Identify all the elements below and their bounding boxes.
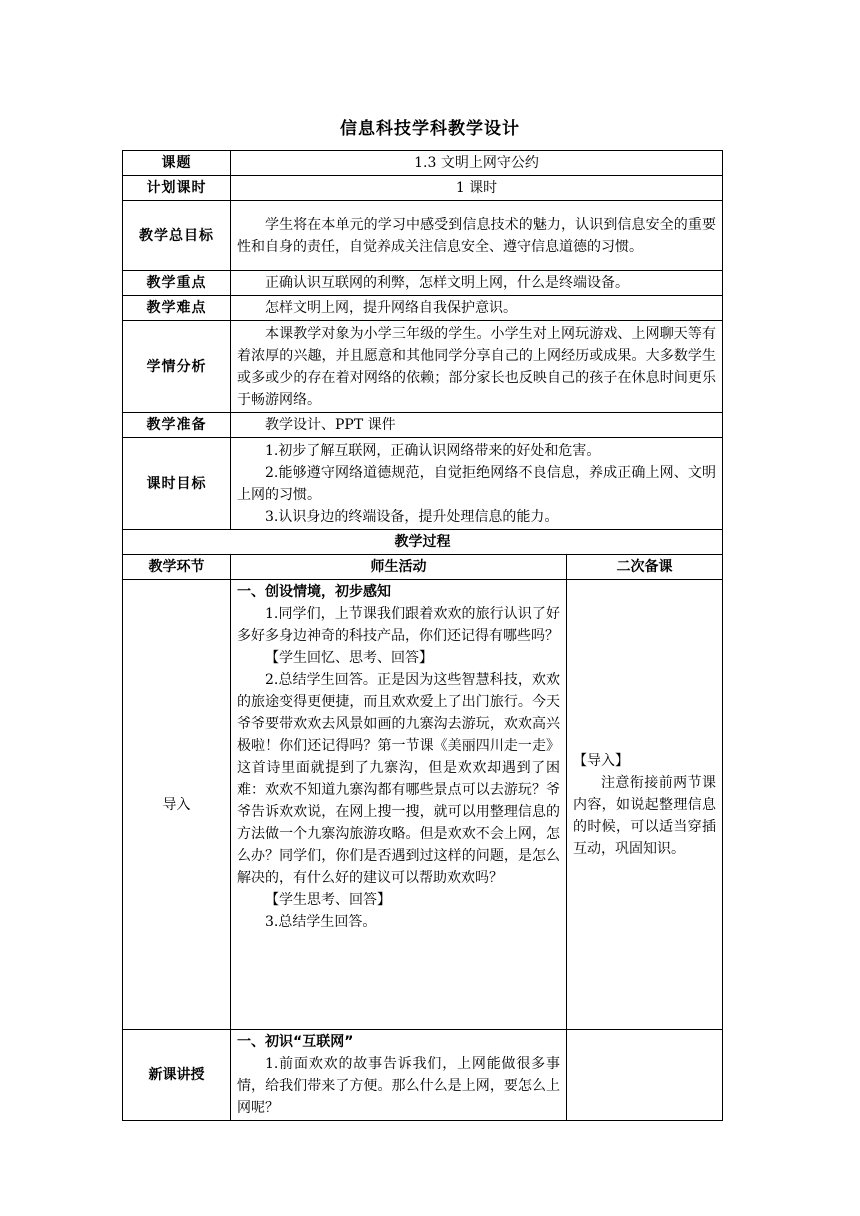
topic-label: 课题 xyxy=(123,151,231,176)
phase-notes-new-lesson xyxy=(567,1030,723,1121)
phase-activity-intro xyxy=(231,580,567,1030)
activity-heading: 一、创设情境，初步感知 xyxy=(237,584,391,600)
prep-label: 教学准备 xyxy=(123,413,231,438)
hours-value: 1 课时 xyxy=(231,176,723,201)
phase-label-new-lesson: 新课讲授 xyxy=(123,1030,231,1121)
topic-value: 1.3 文明上网守公约 xyxy=(231,151,723,176)
objectives-label: 课时目标 xyxy=(123,438,231,530)
document-title: 信息科技学科教学设计 xyxy=(340,119,520,139)
analysis-label: 学情分析 xyxy=(123,321,231,413)
notes-title: 【导入】 xyxy=(573,752,629,769)
objective-item: 3.认识身边的终端设备，提升处理信息的能力。 xyxy=(265,508,559,525)
activity-paragraph: 2.总结学生回答。正是因为这些智慧科技，欢欢的旅途变得更便捷，而且欢欢爱上了出门旅行。今天爷爷要带欢欢去风景如画的九寨沟去游玩，欢欢高兴极啦！你们还记得吗？第一节课《美丽四川走一走》这首诗里面就提到了九寨沟，但是欢欢却遇到了困难：欢欢不知道九寨沟都有哪些景点可以去游玩？爷爷告诉欢欢说，在网上搜一搜，就可以用整理信息的方法做一个九寨沟旅游攻略。但是欢欢不会上网，怎么办？同学们，你们是否遇到过这样的问题，是怎么解决的，有什么好的建议可以帮助欢欢吗？ xyxy=(237,672,560,886)
key-value: 正确认识互联网的利弊，怎样文明上网，什么是终端设备。 xyxy=(265,275,629,291)
analysis-value: 本课教学对象为小学三年级的学生。小学生对上网玩游戏、上网聊天等有着浓厚的兴趣，并且愿意和其他同学分享自己的上网经历或成果。大多数学生或多或少的存在着对网络的依赖；部分家长也反映自己的孩子在休息时间更乐于畅游网络。 xyxy=(237,325,716,408)
process-heading: 教学过程 xyxy=(123,530,723,555)
difficult-label: 教学难点 xyxy=(123,296,231,321)
lesson-plan-table xyxy=(122,150,723,1121)
phase-label-intro: 导入 xyxy=(123,580,231,1030)
phase-activity-new-lesson xyxy=(231,1030,567,1121)
notes-text: 注意衔接前两节课内容，如说起整理信息的时候，可以适当穿插互动，巩固知识。 xyxy=(573,774,716,857)
activity-paragraph: 【学生思考、回答】 xyxy=(265,892,391,908)
activity-paragraph: 【学生回忆、思考、回答】 xyxy=(265,650,433,666)
goal-label: 教学总目标 xyxy=(123,201,231,271)
phase-notes-intro xyxy=(567,580,723,1030)
column-header-activity: 师生活动 xyxy=(231,555,567,580)
objective-item: 1.初步了解互联网，正确认识网络带来的好处和危害。 xyxy=(265,442,601,459)
activity-paragraph: 1.前面欢欢的故事告诉我们，上网能做很多事情，给我们带来了方便。那么什么是上网，要怎么上网呢？ xyxy=(237,1056,560,1116)
goal-value: 学生将在本单元的学习中感受到信息技术的魅力，认识到信息安全的重要性和自身的责任，自觉养成关注信息安全、遵守信息道德的习惯。 xyxy=(237,216,716,255)
key-label: 教学重点 xyxy=(123,271,231,296)
difficult-value: 怎样文明上网，提升网络自我保护意识。 xyxy=(265,300,517,316)
activity-paragraph: 3.总结学生回答。 xyxy=(265,914,377,930)
activity-heading: 一、初识“互联网” xyxy=(237,1034,354,1050)
objective-item: 2.能够遵守网络道德规范，自觉拒绝网络不良信息，养成正确上网、文明上网的习惯。 xyxy=(237,464,716,503)
hours-label: 计划课时 xyxy=(123,176,231,201)
prep-value: 教学设计、PPT 课件 xyxy=(265,417,396,433)
column-header-phase: 教学环节 xyxy=(123,555,231,580)
activity-paragraph: 1.同学们，上节课我们跟着欢欢的旅行认识了好多好多身边神奇的科技产品，你们还记得有哪些吗？ xyxy=(237,606,560,644)
column-header-notes: 二次备课 xyxy=(567,555,723,580)
